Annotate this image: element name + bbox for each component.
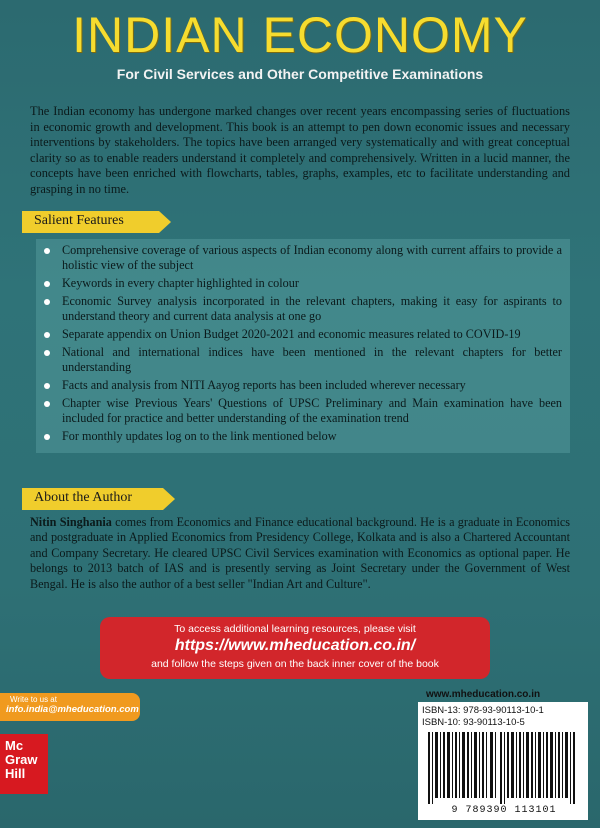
barcode-icon [426,732,580,804]
isbn-barcode-box [418,702,588,820]
feature-item: Economic Survey analysis incorporated in the relevant chapters, making it easy for aspirants to understand theory and current data analysis at one go [42,294,562,324]
feature-item: For monthly updates log on to the link mentioned below [42,429,562,444]
salient-features-heading: Salient Features [22,211,159,233]
feature-item: Keywords in every chapter highlighted in colour [42,276,562,291]
write-to-us-label: Write to us at [10,695,57,704]
contact-email: info.india@mheducation.com [6,704,139,715]
publisher-website: www.mheducation.co.in [426,689,541,700]
author-bio-text: comes from Economics and Finance educational background. He is a graduate in Economics and postgraduate in Applied Economics from Presidency College, Kolkata and is also a Chartered Accountant and Company Secretary. He cleared UPSC Civil Services examination with Economics as optional paper. He belongs to 2013 batch of IAS and is presently serving as Joint Secretary under the Government of West Bengal. He is also the author of a best seller "Indian Art and Culture". [30,515,570,591]
mcgraw-hill-logo [0,734,48,794]
resources-line-3: and follow the steps given on the back inner cover of the book [151,658,439,670]
feature-item: Chapter wise Previous Years' Questions of UPSC Preliminary and Main examination have been included for practice and better understanding of the examination trend [42,396,562,426]
intro-paragraph: The Indian economy has undergone marked changes over recent years encompassing series of fluctuations in economic growth and development. This book is an attempt to pen down economic issues and necessary interventions by stakeholders. The topics have been arranged very systematically and with great conceptual clarity so as to enable readers understand it completely and comprehensively. Written in a lucid manner, the concepts have been enriched with flowcharts, tables, graphs, examples, etc to facilitate understanding and grasping in no time. [30,104,570,196]
logo-line: Hill [5,766,26,781]
book-subtitle: For Civil Services and Other Competitive Examinations [116,66,484,82]
feature-item: Separate appendix on Union Budget 2020-2021 and economic measures related to COVID-19 [42,327,562,342]
resources-url: https://www.mheducation.co.in/ [174,637,416,654]
feature-item: National and international indices have been mentioned in the relevant chapters for better understanding [42,345,562,375]
feature-item: Comprehensive coverage of various aspects of Indian economy along with current affairs to provide a holistic view of the subject [42,243,562,273]
isbn-13: ISBN-13: 978-93-90113-10-1 [422,705,544,716]
resources-banner [100,617,490,679]
book-title: INDIAN ECONOMY [72,7,528,63]
author-name: Nitin Singhania [30,515,112,529]
isbn-10: ISBN-10: 93-90113-10-5 [422,717,525,728]
feature-item: Facts and analysis from NITI Aayog reports has been included wherever necessary [42,378,562,393]
barcode-number: 9 789390 113101 [451,805,557,816]
features-list [36,239,570,453]
logo-line: Graw [5,752,38,767]
about-author-heading: About the Author [22,488,163,510]
logo-line: Mc [5,738,24,753]
resources-line-1: To access additional learning resources, please visit [174,623,416,635]
author-bio [30,515,570,592]
write-to-us-box [0,693,140,721]
